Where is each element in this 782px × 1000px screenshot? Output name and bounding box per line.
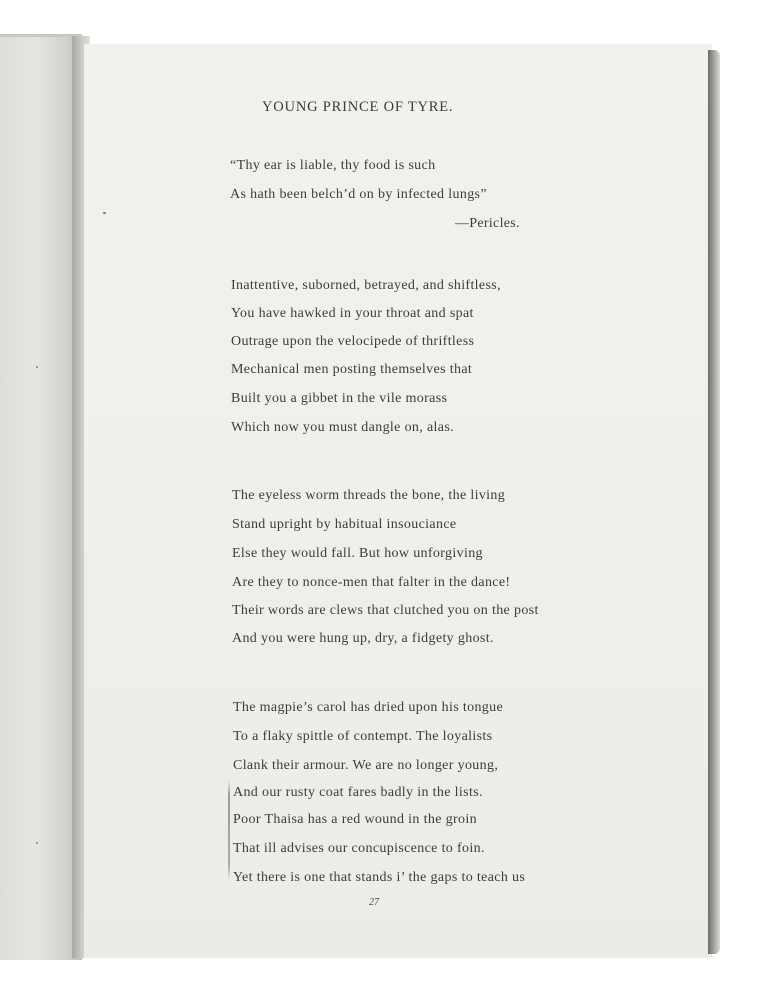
poem-line: To a flaky spittle of contempt. The loyalists [233, 729, 493, 744]
left-page-edge [0, 34, 82, 960]
poem-line: Which now you must dangle on, alas. [231, 420, 454, 435]
poem-line: The eyeless worm threads the bone, the living [232, 488, 506, 503]
poem-line: And you were hung up, dry, a fidgety ghost. [232, 631, 494, 646]
pencil-margin-mark [228, 780, 230, 880]
poem-line: Else they would fall. But how unforgiving [232, 546, 483, 561]
poem-line: Are they to nonce-men that falter in the dance! [232, 575, 511, 590]
poem-line: The magpie’s carol has dried upon his tongue [233, 700, 504, 715]
page-shadow [708, 50, 720, 954]
page-speck [36, 842, 38, 844]
page-speck [36, 366, 38, 368]
poem-line: That ill advises our concupiscence to foin. [233, 841, 485, 856]
poem-line: Outrage upon the velocipede of thriftless [231, 334, 475, 349]
poem-line: You have hawked in your throat and spat [231, 306, 474, 321]
poem-line: Yet there is one that stands i’ the gaps to teach us [233, 870, 526, 885]
epigraph-line: As hath been belch’d on by infected lungs” [230, 187, 487, 202]
left-page-top-edge [0, 34, 82, 37]
epigraph-line: “Thy ear is liable, thy food is such [230, 158, 436, 173]
epigraph-attribution: —Pericles. [455, 216, 520, 231]
poem-line: Mechanical men posting themselves that [231, 362, 473, 377]
poem-line: Inattentive, suborned, betrayed, and shiftless, [231, 278, 501, 293]
poem-line: And our rusty coat fares badly in the lists. [233, 785, 483, 800]
poem-title: YOUNG PRINCE OF TYRE. [262, 99, 454, 115]
poem-line: Clank their armour. We are no longer young, [233, 758, 499, 773]
page-number: 27 [369, 897, 379, 908]
poem-line: Their words are clews that clutched you on the post [232, 603, 539, 618]
page-speck [103, 212, 106, 214]
poem-line: Stand upright by habitual insouciance [232, 517, 457, 532]
poem-line: Built you a gibbet in the vile morass [231, 391, 448, 406]
poem-line: Poor Thaisa has a red wound in the groin [233, 812, 477, 827]
